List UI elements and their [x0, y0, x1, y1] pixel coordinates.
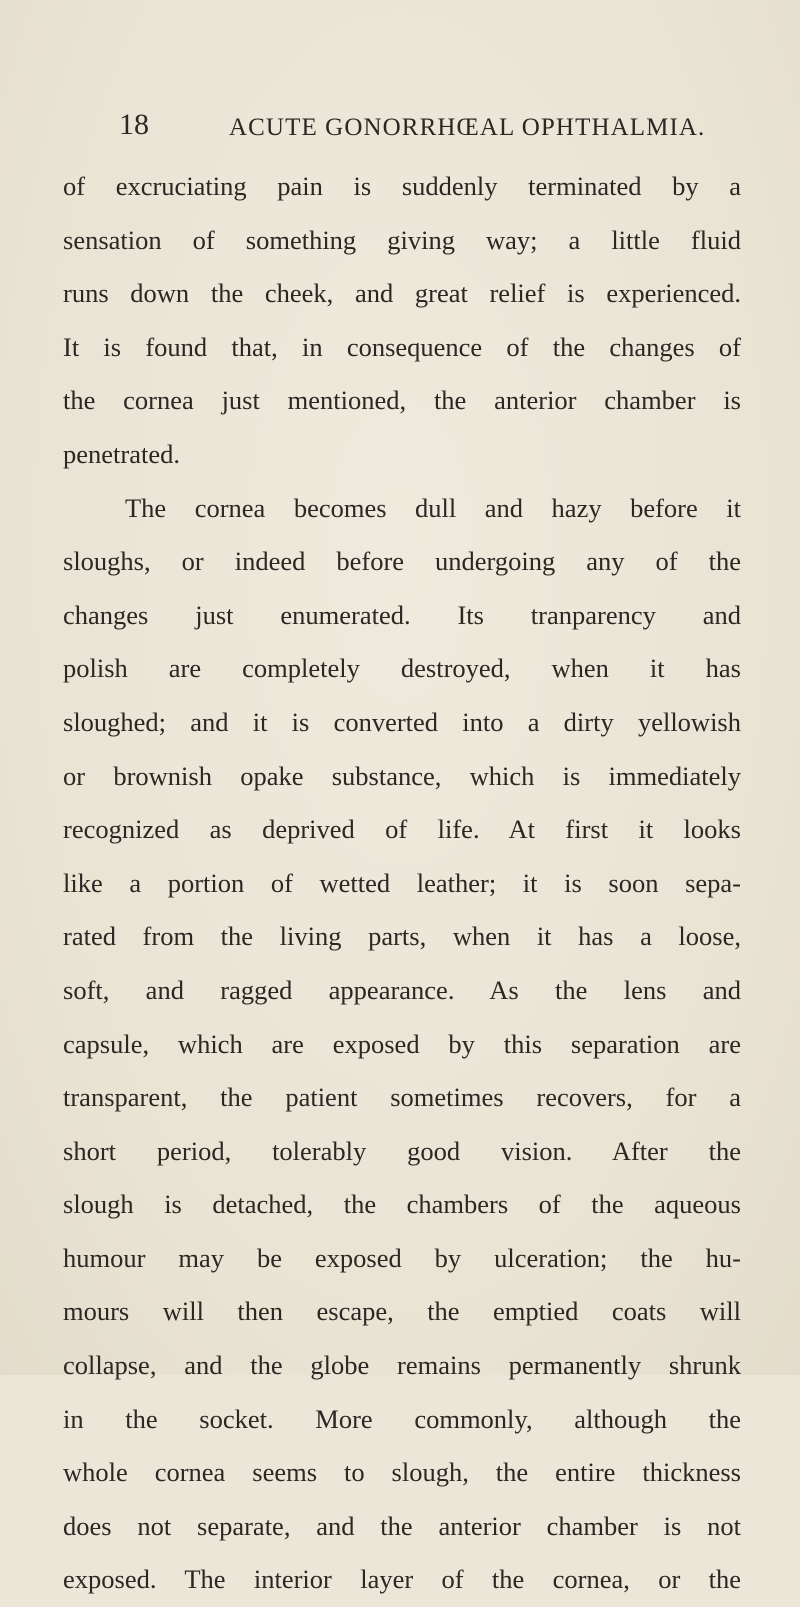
text-line: recognized as deprived of life. At first it looks: [63, 814, 741, 845]
paragraph-start-line: The cornea becomes dull and hazy before it: [125, 492, 741, 523]
text-line: rated from the living parts, when it has a loose,: [63, 921, 741, 952]
text-line: the cornea just mentioned, the anterior chamber is: [63, 385, 741, 416]
text-line: sloughed; and it is converted into a dirty yellowish: [63, 706, 741, 737]
text-line: sloughs, or indeed before undergoing any of the: [63, 546, 741, 577]
text-line: or brownish opake substance, which is immediately: [63, 760, 741, 791]
text-line: collapse, and the globe remains permanently shrunk: [63, 1350, 741, 1381]
text-line: It is found that, in consequence of the changes of: [63, 331, 741, 362]
text-line: transparent, the patient sometimes recovers, for a: [63, 1082, 741, 1113]
text-line: of excruciating pain is suddenly terminated by a: [63, 171, 741, 201]
text-line: runs down the cheek, and great relief is experienced.: [63, 278, 741, 309]
text-line: penetrated.: [63, 438, 180, 469]
text-line: changes just enumerated. Its tranparency and: [63, 599, 741, 630]
text-line: mours will then escape, the emptied coats will: [63, 1296, 741, 1327]
running-title: ACUTE GONORRHŒAL OPHTHALMIA.: [229, 114, 706, 141]
text-line: sensation of something giving way; a little fluid: [63, 224, 741, 255]
text-line: does not separate, and the anterior chamber is not: [63, 1510, 741, 1541]
text-line: capsule, which are exposed by this separation are: [63, 1028, 741, 1059]
text-line: short period, tolerably good vision. After the: [63, 1135, 741, 1166]
body-text: [63, 160, 741, 1607]
text-line: in the socket. More commonly, although the: [63, 1403, 741, 1434]
text-line: polish are completely destroyed, when it has: [63, 653, 741, 684]
page-number: 18: [119, 108, 149, 141]
text-line: whole cornea seems to slough, the entire thickness: [63, 1457, 741, 1488]
text-line: exposed. The interior layer of the cornea, or the: [63, 1564, 741, 1595]
text-line: soft, and ragged appearance. As the lens and: [63, 974, 741, 1005]
text-line: humour may be exposed by ulceration; the hu-: [63, 1242, 741, 1273]
text-line: slough is detached, the chambers of the aqueous: [63, 1189, 741, 1220]
text-line: like a portion of wetted leather; it is soon sepa-: [63, 867, 741, 898]
running-head: [119, 108, 739, 148]
